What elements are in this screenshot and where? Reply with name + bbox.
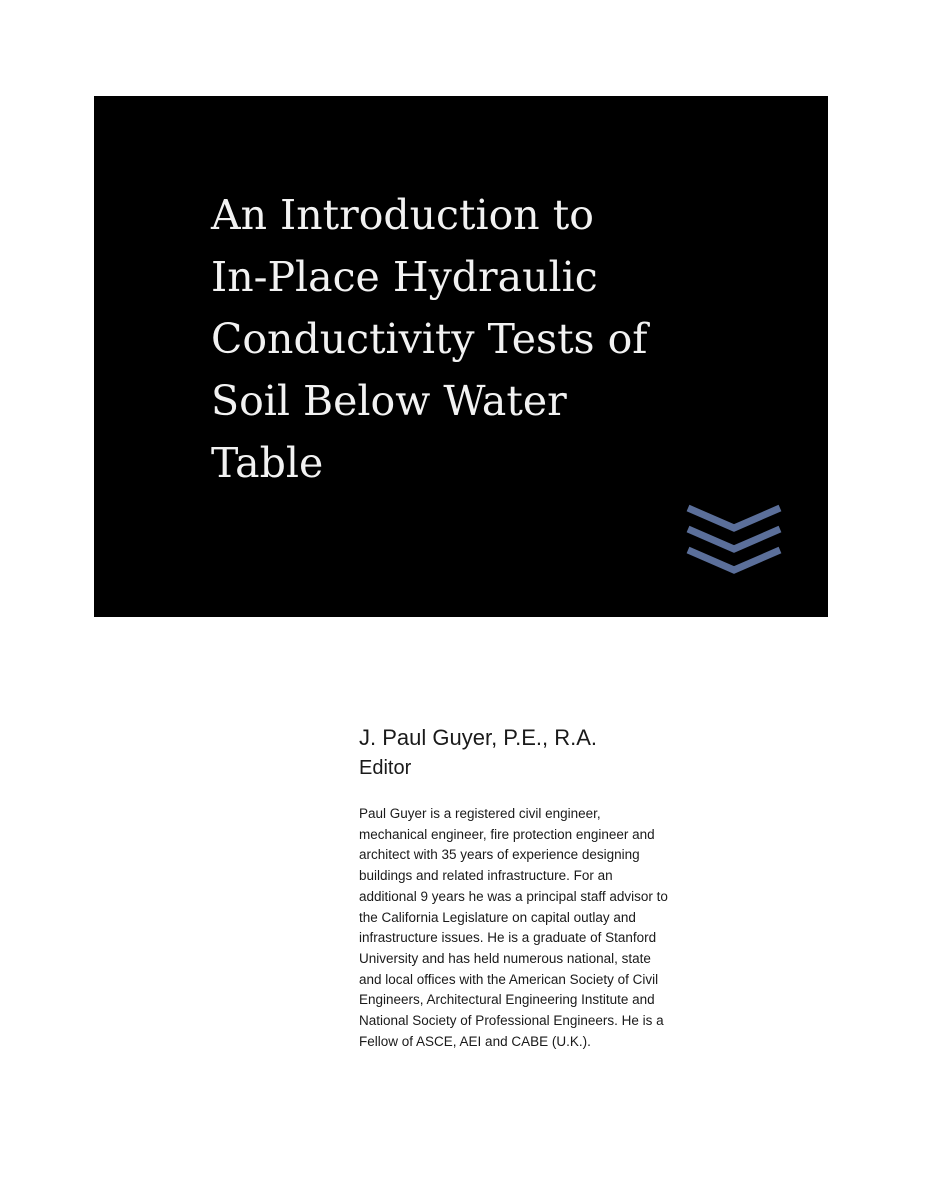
bio-line: National Society of Professional Engineers. He is a xyxy=(359,1013,664,1029)
book-title-line: An Introduction to xyxy=(211,191,594,239)
bio-line: and local offices with the American Society of Civil xyxy=(359,971,659,987)
book-title-line: In-Place Hydraulic xyxy=(211,253,598,301)
book-title-line: Soil Below Water xyxy=(211,377,567,425)
bio-line: infrastructure issues. He is a graduate of Stanford xyxy=(359,930,657,946)
author-block xyxy=(359,723,799,783)
book-title-line: Table xyxy=(211,439,324,487)
author-bio xyxy=(359,804,799,1052)
bio-line: Engineers, Architectural Engineering Institute and xyxy=(359,992,655,1008)
author-name: J. Paul Guyer, P.E., R.A. xyxy=(359,725,598,750)
cover-panel xyxy=(94,96,828,617)
bio-line: additional 9 years he was a principal staff advisor to xyxy=(359,888,668,904)
bio-line: the California Legislature on capital outlay and xyxy=(359,909,636,925)
triple-chevron-down-icon xyxy=(686,502,782,580)
bio-line: Paul Guyer is a registered civil engineer, xyxy=(359,806,601,821)
bio-line: mechanical engineer, fire protection engineer and xyxy=(359,826,655,842)
book-title-line: Conductivity Tests of xyxy=(211,315,648,363)
bio-line: architect with 35 years of experience designing xyxy=(359,847,640,863)
book-title xyxy=(211,184,811,494)
author-role: Editor xyxy=(359,757,412,779)
bio-line: buildings and related infrastructure. For an xyxy=(359,868,613,884)
bio-line: University and has held numerous national, state xyxy=(359,950,651,966)
bio-line: Fellow of ASCE, AEI and CABE (U.K.). xyxy=(359,1033,591,1049)
